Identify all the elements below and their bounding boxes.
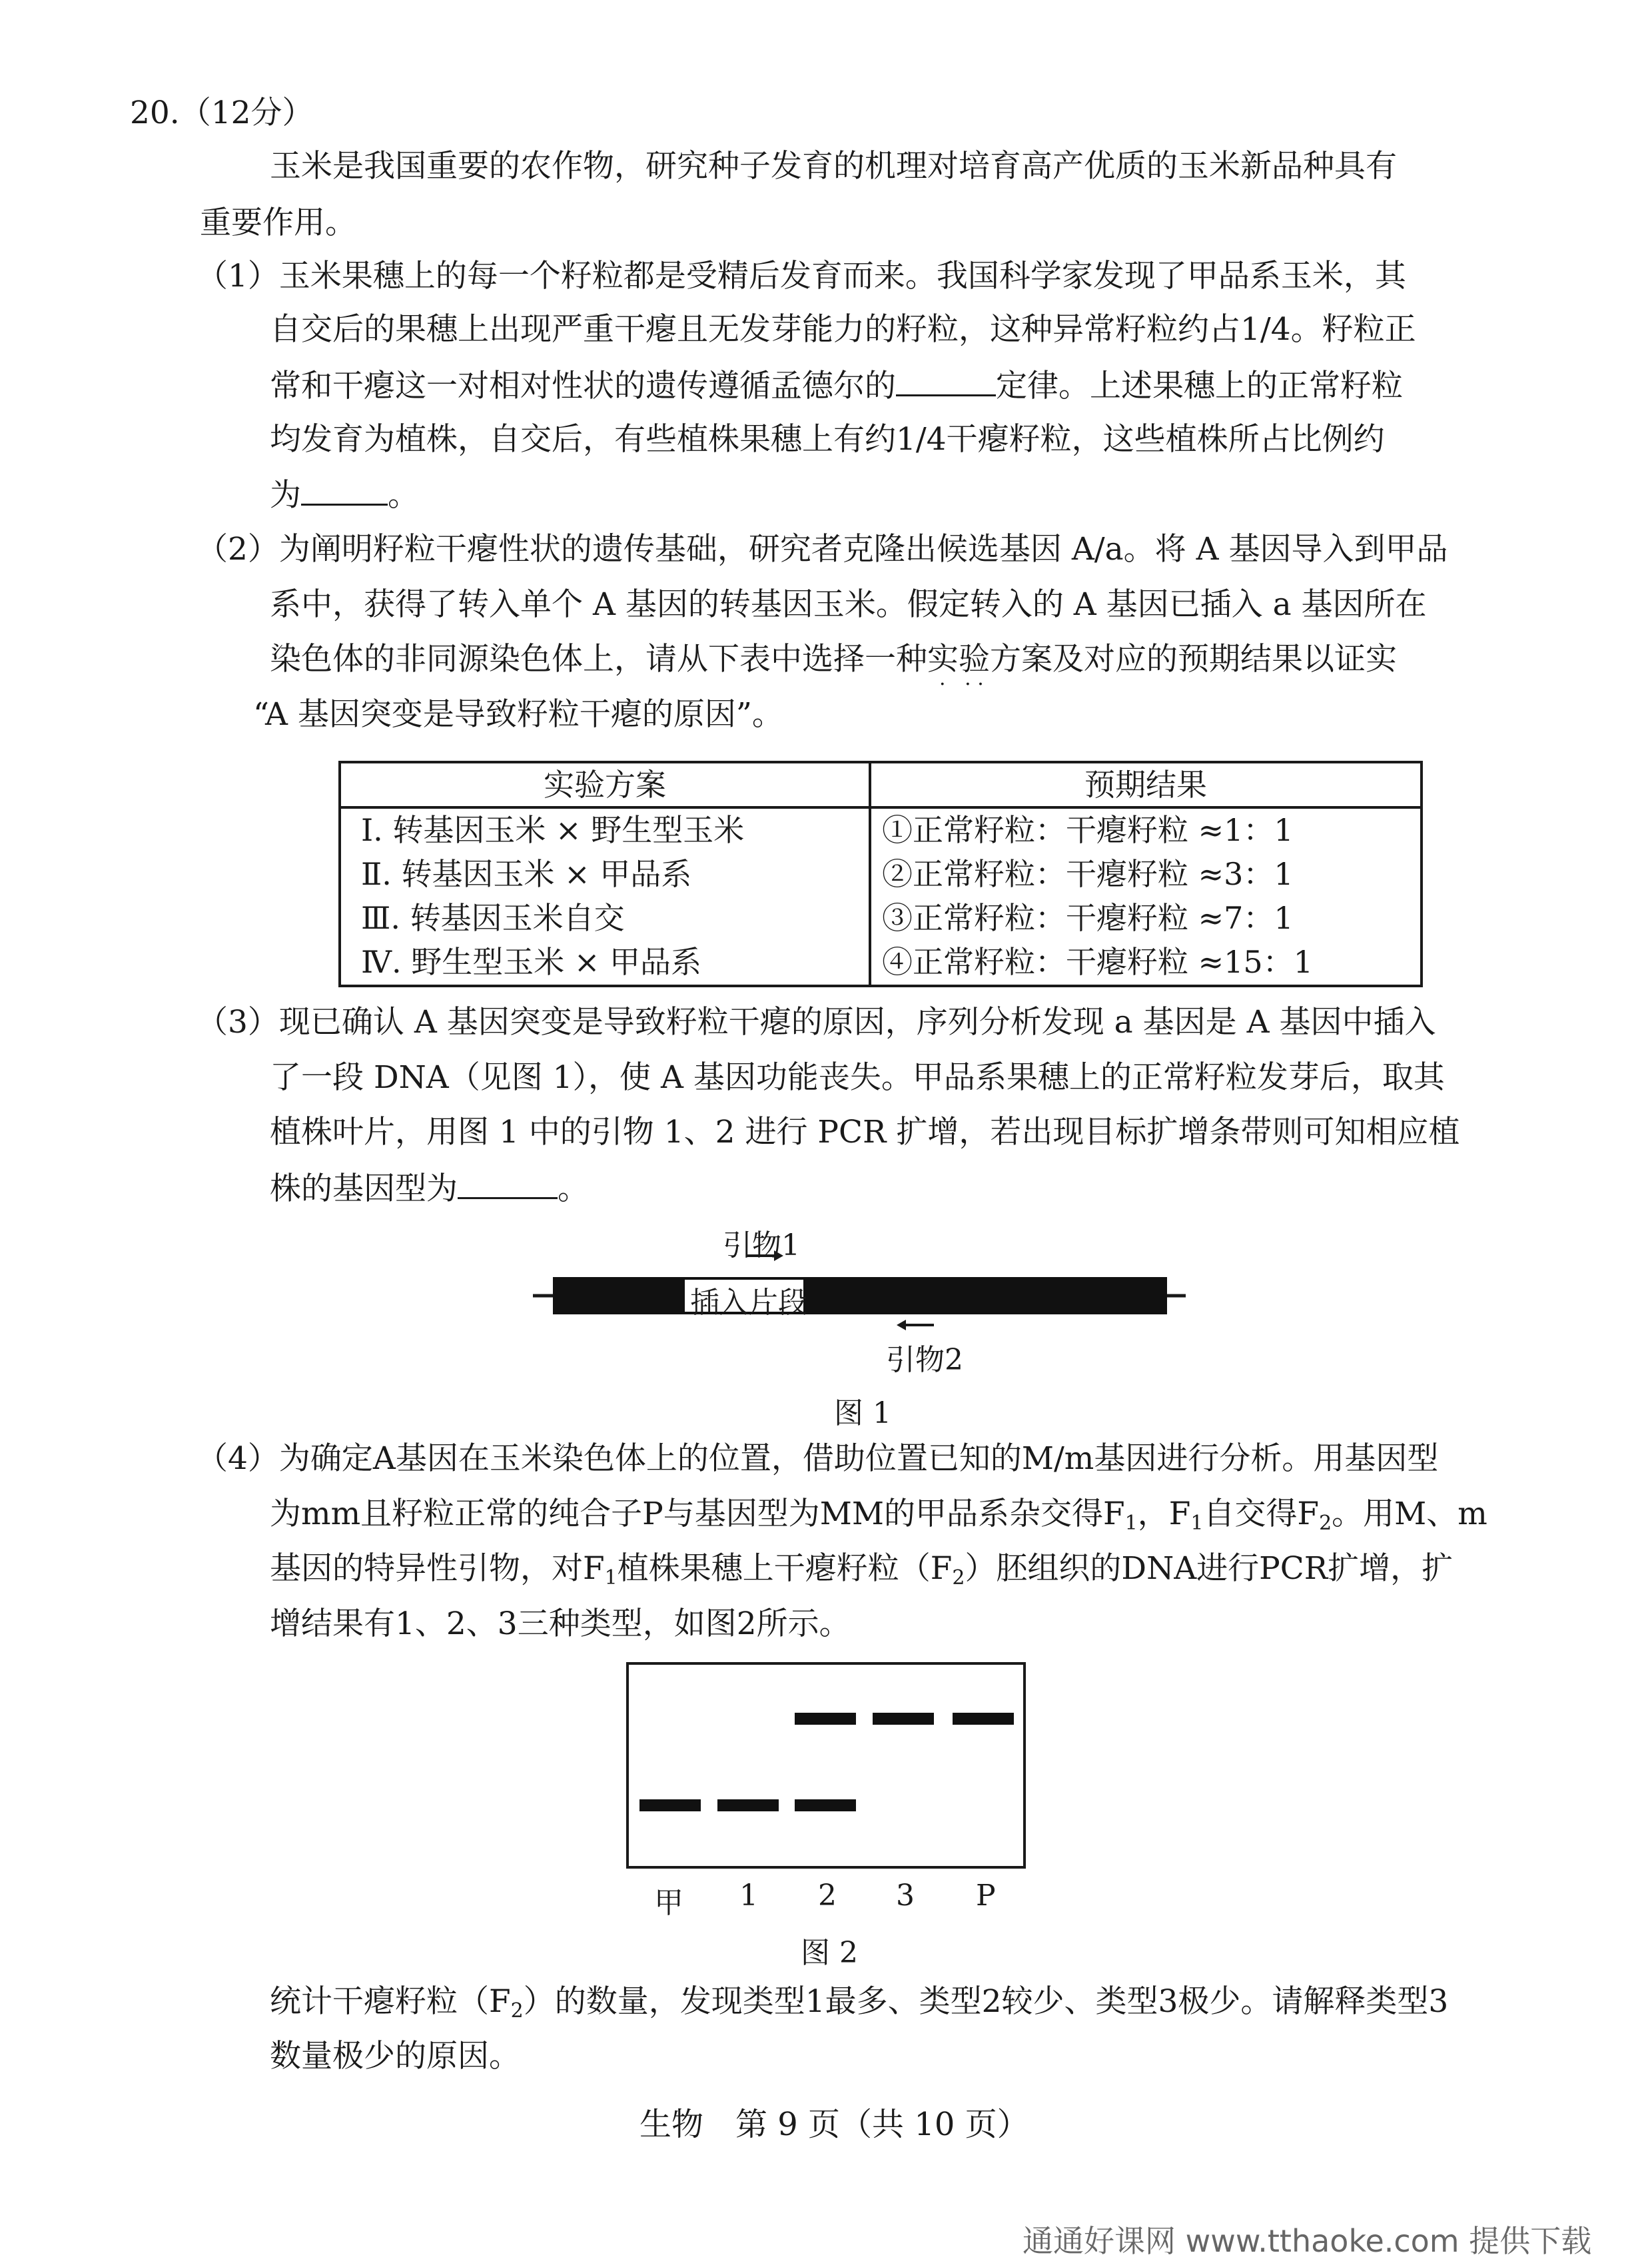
answer-blank-3[interactable] (458, 1168, 558, 1199)
gene-diagram-svg (526, 1222, 1192, 1376)
gel-frame (627, 1663, 1025, 1867)
part3-line-4: 株的基因型为 。 (270, 1168, 589, 1209)
part3-line-1: （3）现已确认 A 基因突变是导致籽粒干瘪的原因，序列分析发现 a 基因是 A 基因中插入 (197, 1004, 1436, 1041)
primer2-arrowhead-icon (897, 1320, 906, 1330)
part2-line-1: （2）为阐明籽粒干瘪性状的遗传基础，研究者克隆出候选基因 A/a。将 A 基因导入到甲品 (197, 531, 1448, 568)
part1-line-3: 常和干瘪这一对相对性状的遗传遵循孟德尔的 定律。上述果穗上的正常籽粒 (270, 365, 1403, 406)
figure-1-gene-diagram (526, 1222, 1192, 1376)
plans-cell (340, 807, 870, 986)
band-lane2-upper (795, 1713, 856, 1725)
plan-option-2[interactable]: Ⅱ. 转基因玉米 × 甲品系 (361, 856, 692, 892)
part1-line-4: 均发育为植株，自交后，有些植株果穗上有约1/4干瘪籽粒，这些植株所占比例约 (270, 421, 1385, 458)
answer-blank-1[interactable] (896, 365, 996, 396)
figure-2-caption: 图 2 (801, 1936, 858, 1970)
part2-line-4: “A 基因突变是导致籽粒干瘪的原因”。 (253, 696, 783, 733)
question-number: 20.（12分） (130, 95, 314, 131)
plan-option-3[interactable]: Ⅲ. 转基因玉米自交 (361, 900, 625, 936)
results-cell (870, 807, 1422, 986)
plan-option-1[interactable]: Ⅰ. 转基因玉米 × 野生型玉米 (361, 812, 745, 848)
watermark-text: 通通好课网 www.tthaoke.com 提供下载 (1023, 2223, 1592, 2259)
part4-line-4: 增结果有1、2、3三种类型，如图2所示。 (270, 1605, 851, 1642)
primer2-label: 引物2 (886, 1343, 963, 1377)
gene-bar (553, 1277, 1167, 1314)
emphasis-dots: · · · (939, 673, 984, 696)
part4-line-2: 为mm且籽粒正常的纯合子P与基因型为MM的甲品系杂交得$F_1$，$F_1$自交得$F_2$。用M、m (270, 1496, 1487, 1535)
part3-line-2: 了一段 DNA（见图 1），使 A 基因功能丧失。甲品系果穗上的正常籽粒发芽后，取其 (270, 1059, 1445, 1096)
lane-label-jia: 甲 (654, 1886, 683, 1920)
band-lane-jia-lower (639, 1799, 701, 1811)
part2-line-3: 染色体的非同源染色体上，请从下表中选择一种实验方案及对应的预期结果以证实 (270, 641, 1397, 678)
experiment-table (338, 761, 1423, 987)
band-lanep-upper (953, 1713, 1014, 1725)
table-header-result: 预期结果 (870, 762, 1422, 807)
part4-line-3: 基因的特异性引物，对$F_1$植株果穗上干瘪籽粒$(F_2)$胚组织的DNA进行PCR扩增，扩 (270, 1550, 1453, 1589)
figure-1-caption: 图 1 (834, 1396, 891, 1430)
table-header-plan: 实验方案 (340, 762, 870, 807)
lane-label-2: 2 (818, 1879, 837, 1913)
part1-line-1: （1）玉米果穗上的每一个籽粒都是受精后发育而来。我国科学家发现了甲品系玉米，其 (197, 258, 1406, 294)
figure-2-gel (626, 1662, 1026, 1869)
part1-line-5: 为 。 (270, 474, 419, 516)
closing-line-1: 统计干瘪籽粒$(F_2)$的数量，发现类型1最多、类型2较少、类型3极少。请解释类型3 (270, 1983, 1449, 2023)
intro-line-1: 玉米是我国重要的农作物，研究种子发育的机理对培育高产优质的玉米新品种具有 (270, 148, 1397, 185)
gel-svg (626, 1662, 1026, 1869)
band-lane2-lower (795, 1799, 856, 1811)
insert-segment-label: 插入片段 (690, 1286, 807, 1320)
band-lane3-upper (873, 1713, 934, 1725)
part4-line-1: （4）为确定A基因在玉米染色体上的位置，借助位置已知的M/m基因进行分析。用基因型 (197, 1440, 1439, 1477)
result-option-2[interactable]: ②正常籽粒：干瘪籽粒 ≈3：1 (882, 856, 1294, 892)
result-option-4[interactable]: ④正常籽粒：干瘪籽粒 ≈15：1 (882, 944, 1313, 980)
band-lane1-lower (717, 1799, 779, 1811)
lane-label-p: P (976, 1879, 996, 1913)
primer1-label: 引物1 (723, 1228, 800, 1262)
page-footer: 生物 第 9 页（共 10 页） (639, 2106, 1029, 2143)
closing-line-2: 数量极少的原因。 (270, 2038, 520, 2074)
lane-label-3: 3 (896, 1879, 915, 1913)
answer-blank-2[interactable] (301, 474, 388, 506)
lane-label-1: 1 (739, 1879, 758, 1913)
part1-line-2: 自交后的果穗上出现严重干瘪且无发芽能力的籽粒，这种异常籽粒约占1/4。籽粒正 (270, 311, 1416, 348)
part3-line-3: 植株叶片，用图 1 中的引物 1、2 进行 PCR 扩增，若出现目标扩增条带则可知相应植 (270, 1114, 1460, 1150)
result-option-1[interactable]: ①正常籽粒：干瘪籽粒 ≈1：1 (882, 812, 1294, 848)
intro-line-2: 重要作用。 (200, 205, 356, 241)
result-option-3[interactable]: ③正常籽粒：干瘪籽粒 ≈7：1 (882, 900, 1294, 936)
plan-option-4[interactable]: Ⅳ. 野生型玉米 × 甲品系 (361, 944, 701, 980)
part2-line-2: 系中，获得了转入单个 A 基因的转基因玉米。假定转入的 A 基因已插入 a 基因所在 (270, 586, 1427, 623)
